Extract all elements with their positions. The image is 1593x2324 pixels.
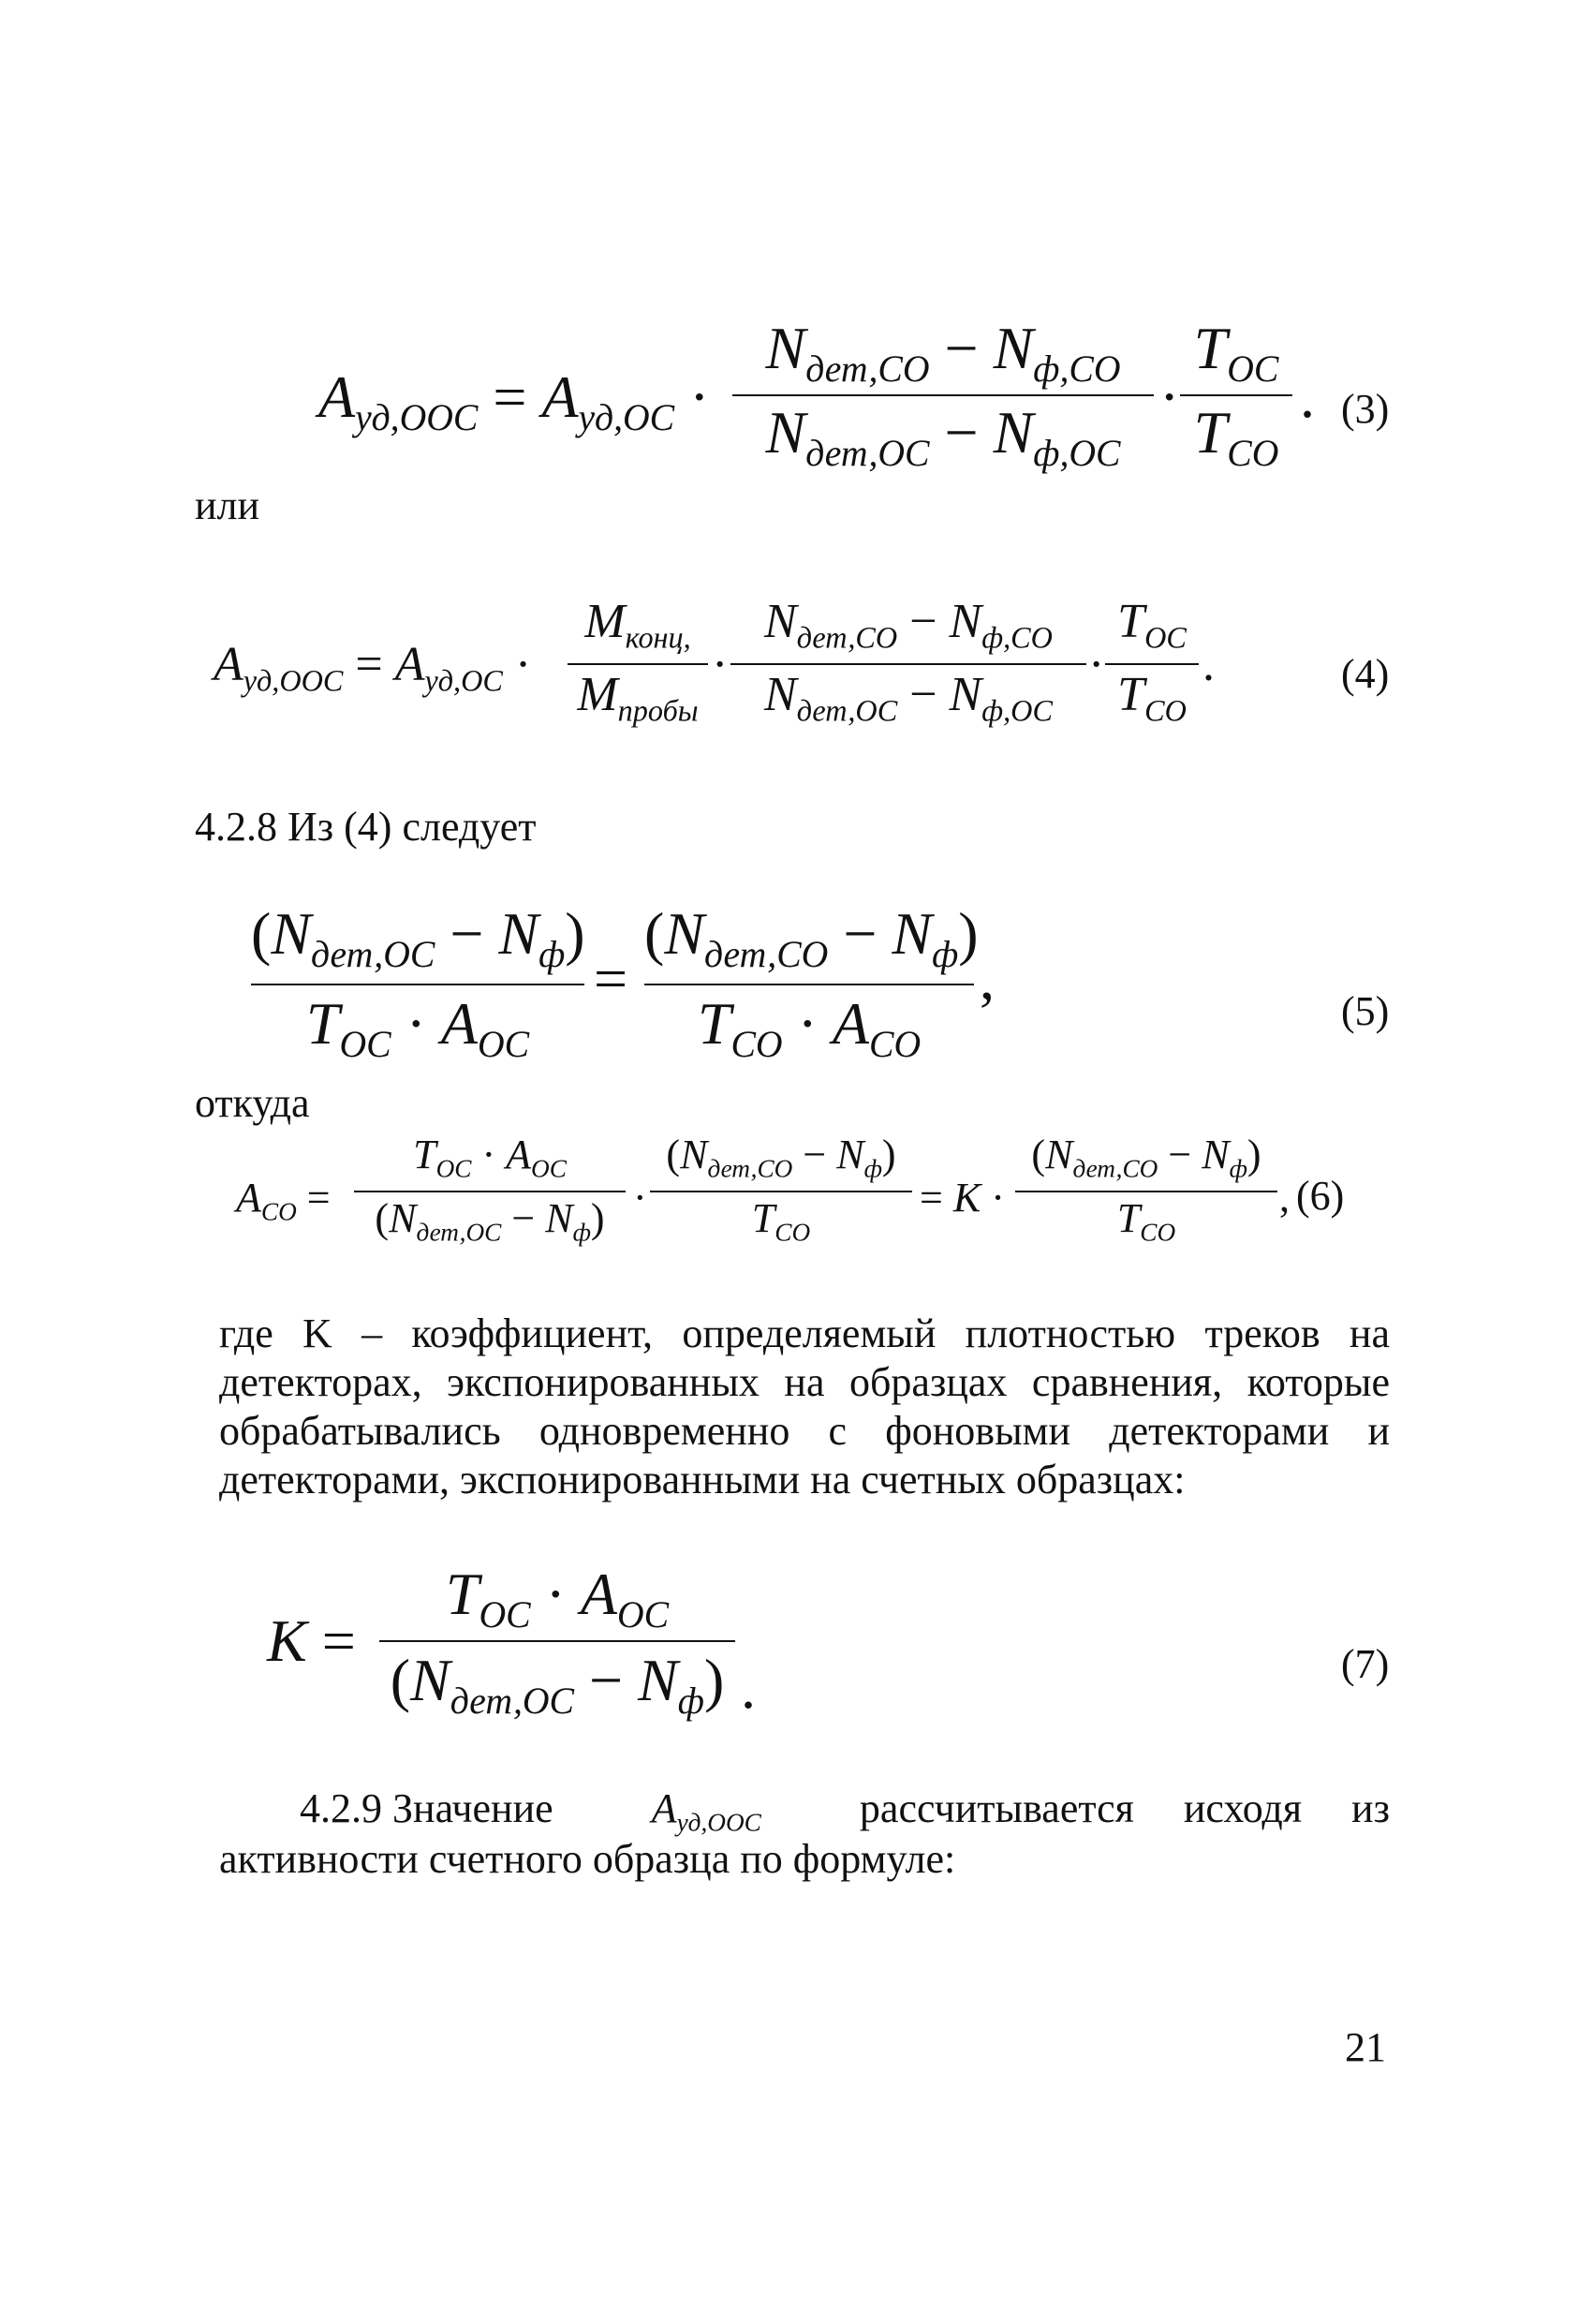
- equation-number-3: (3): [1341, 386, 1390, 432]
- paragraph-line: где K – коэффициент, определяемый плотностью треков на: [219, 1310, 1390, 1356]
- equation-6: $A_{СО}$ = $T_{ОС} \cdot A_{ОС}$ $(N_{дет,ОС} - N_ф)$ · $(N_{дет,СО} - N_ф)$ $T_{СО}$ = K · $(N_{дет,СО} - N_ф)$ $T_{СО}$ ,: [236, 1132, 1290, 1247]
- equation-number-7: (7): [1341, 1641, 1390, 1687]
- equation-number-5: (5): [1341, 988, 1390, 1034]
- symbol-a-ud-oos: $A_{уд,ООС}$: [651, 1785, 761, 1837]
- connector-or: или: [195, 482, 260, 528]
- equation-number-4: (4): [1341, 651, 1390, 697]
- section-4-2-9-line-2: активности счетного образца по формуле:: [219, 1836, 956, 1882]
- paragraph-line: детекторами, экспонированными на счетных образцах:: [219, 1457, 1186, 1502]
- connector-whence: откуда: [195, 1080, 310, 1126]
- paragraph-line: обрабатывались одновременно с фоновыми детекторами и: [219, 1408, 1390, 1454]
- paragraph-k-definition: [219, 1310, 1390, 1504]
- equation-7: K = $T_{ОС} \cdot A_{ОС}$ $(N_{дет,ОС} - N_ф)$ .: [267, 1561, 756, 1722]
- section-4-2-9-lead: 4.2.9 Значение: [300, 1785, 553, 1831]
- section-4-2-8: 4.2.8 Из (4) следует: [195, 804, 537, 850]
- paragraph-line: детекторах, экспонированных на образцах сравнения, которые: [219, 1359, 1390, 1405]
- equation-number-6: (6): [1296, 1173, 1345, 1219]
- page-number: 21: [1345, 2024, 1386, 2070]
- equation-5: $(N_{дет,ОС} - N_ф)$ $T_{ОС} \cdot A_{ОС}$ = $(N_{дет,СО} - N_ф)$ $T_{СО} \cdot A_{СО}$ ,: [251, 900, 995, 1065]
- equation-3: $A_{уд,ООС} = A_{уд,ОС}$ · $N_{дет,СО} - N_{ф,СО}$ $N_{дет,ОС} - N_{ф,ОС}$ · $T_{ОС}$ $T_{СО}$ .: [318, 315, 1315, 474]
- section-4-2-9-rest: рассчитывается исходя из: [859, 1785, 1390, 1831]
- equation-4: $A_{уд,ООС} = A_{уд,ОС}$ · $M_{конц,}$ $M_{пробы}$ · $N_{дет,СО} - N_{ф,СО}$ $N_{дет,ОС} - N_{ф,ОС}$ · $T_{ОС}$ $T_{СО}$ .: [214, 595, 1215, 728]
